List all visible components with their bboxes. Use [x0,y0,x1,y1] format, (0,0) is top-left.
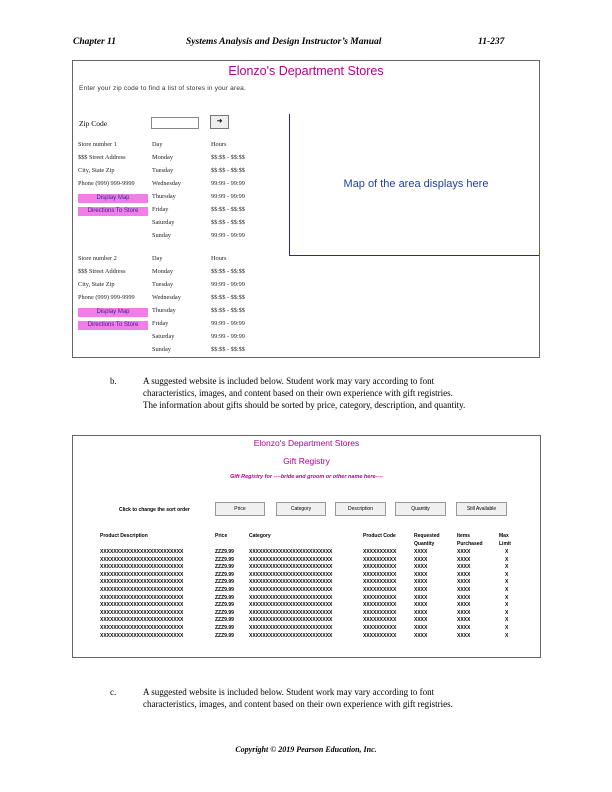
row-max-limit: X [505,625,509,631]
row-max-limit: X [505,571,509,578]
display-map-button[interactable]: Display Map [78,308,148,317]
zip-prompt: Enter your zip code to find a list of stores in your area. [79,85,246,92]
caption-b-line: A suggested website is included below. Student work may vary according to font [143,376,435,386]
day-name: Tuesday [152,281,174,288]
row-product-code: XXXXXXXXXX [363,617,397,624]
col-requested-quantity: Requested Quantity [414,533,440,547]
sort-quantity-button[interactable]: Quantity [395,502,446,516]
row-price: ZZZ9.99 [215,549,234,555]
store-address-line: City, State Zip [78,281,115,288]
row-category: XXXXXXXXXXXXXXXXXXXXXXXXX [249,564,333,571]
col-items-purchased: Items Purchased [457,533,483,547]
caption-c-marker: c. [110,687,117,697]
table-row [73,633,540,640]
day-name: Friday [152,320,169,327]
sort-description-button[interactable]: Description [335,502,386,516]
row-requested-quantity: XXXX [414,549,428,555]
row-max-limit: X [505,617,509,624]
store-address-line: $$$ Street Address [78,154,126,161]
row-category: XXXXXXXXXXXXXXXXXXXXXXXXX [249,549,333,555]
sort-label: Click to change the sort order [119,507,190,513]
row-product-description: XXXXXXXXXXXXXXXXXXXXXXXXX [100,609,184,616]
row-product-description: XXXXXXXXXXXXXXXXXXXXXXXXX [100,564,184,571]
row-category: XXXXXXXXXXXXXXXXXXXXXXXXX [249,594,333,601]
col-product-description: Product Description [100,533,148,539]
store-address-line: $$$ Street Address [78,268,126,275]
directions-button[interactable]: Directions To Store [78,321,148,330]
day-name: Wednesday [152,294,181,301]
row-product-code: XXXXXXXXXX [363,587,397,593]
sort-category-button[interactable]: Category [276,502,326,516]
row-product-code: XXXXXXXXXX [363,632,397,639]
day-name: Thursday [152,193,176,200]
day-name: Thursday [152,307,176,314]
row-product-description: XXXXXXXXXXXXXXXXXXXXXXXXX [100,587,184,593]
row-requested-quantity: XXXX [414,632,428,639]
store-phone: Phone (999) 999-9999 [78,294,135,301]
row-product-code: XXXXXXXXXX [363,579,397,586]
directions-button[interactable]: Directions To Store [78,207,148,216]
registry-subtitle: Gift Registry [283,456,330,466]
row-product-code: XXXXXXXXXX [363,564,397,571]
row-product-description: XXXXXXXXXXXXXXXXXXXXXXXXX [100,549,184,555]
registry-store-title: Elonzo's Department Stores [253,438,360,448]
store-phone: Phone (999) 999-9999 [78,180,135,187]
hours-value: $$:$$ - $$:$$ [211,307,245,314]
row-product-code: XXXXXXXXXX [363,609,397,616]
hours-header: Hours [211,255,227,262]
row-requested-quantity: XXXX [414,579,428,586]
row-price: ZZZ9.99 [215,587,234,593]
row-category: XXXXXXXXXXXXXXXXXXXXXXXXX [249,587,333,593]
hours-value: $$:$$ - $$:$$ [211,268,245,275]
table-row [73,602,540,609]
row-category: XXXXXXXXXXXXXXXXXXXXXXXXX [249,632,333,639]
display-map-button[interactable]: Display Map [78,194,148,203]
store-block-1 [78,141,278,249]
table-row [73,557,540,564]
row-product-code: XXXXXXXXXX [363,625,397,631]
go-arrow-icon: ➜ [216,118,223,125]
hours-value: $$:$$ - $$:$$ [211,154,245,161]
row-requested-quantity: XXXX [414,564,428,571]
row-items-purchased: XXXX [457,632,471,639]
store-block-2 [78,255,278,358]
row-product-description: XXXXXXXXXXXXXXXXXXXXXXXXX [100,625,184,631]
row-max-limit: X [505,609,509,616]
store-locator-mockup [72,60,540,358]
row-product-code: XXXXXXXXXX [363,556,397,563]
row-requested-quantity: XXXX [414,602,428,609]
row-max-limit: X [505,587,509,593]
row-product-code: XXXXXXXXXX [363,571,397,578]
row-requested-quantity: XXXX [414,625,428,631]
hours-value: 99:99 - 99:99 [211,281,245,288]
zip-code-input[interactable] [151,117,199,129]
row-price: ZZZ9.99 [215,556,234,563]
row-category: XXXXXXXXXXXXXXXXXXXXXXXXX [249,579,333,586]
zip-label: Zip Code [79,119,108,128]
row-items-purchased: XXXX [457,625,471,631]
hours-value: 99:99 - 99:99 [211,193,245,200]
row-product-code: XXXXXXXXXX [363,549,397,555]
hours-value: 99:99 - 99:99 [211,180,245,187]
hours-value: 99:99 - 99:99 [211,333,245,340]
caption-c-line: characteristics, images, and content based on their own experience with gift registries. [143,699,453,709]
hours-value: $$:$$ - $$:$$ [211,206,245,213]
col-product-code: Product Code [363,533,396,539]
caption-c-text [143,686,553,710]
row-requested-quantity: XXXX [414,609,428,616]
row-items-purchased: XXXX [457,587,471,593]
row-category: XXXXXXXXXXXXXXXXXXXXXXXXX [249,625,333,631]
row-requested-quantity: XXXX [414,587,428,593]
table-row [73,610,540,617]
manual-title: Systems Analysis and Design Instructor’s Manual [186,37,382,47]
row-price: ZZZ9.99 [215,625,234,631]
row-product-description: XXXXXXXXXXXXXXXXXXXXXXXXX [100,571,184,578]
row-max-limit: X [505,602,509,609]
row-max-limit: X [505,564,509,571]
row-items-purchased: XXXX [457,564,471,571]
store-name: Store number 1 [78,141,117,148]
row-price: ZZZ9.99 [215,617,234,624]
row-category: XXXXXXXXXXXXXXXXXXXXXXXXX [249,617,333,624]
row-price: ZZZ9.99 [215,571,234,578]
row-product-code: XXXXXXXXXX [363,602,397,609]
table-row [73,587,540,594]
chapter-label: Chapter 11 [73,37,117,47]
store-name: Store number 2 [78,255,117,262]
row-items-purchased: XXXX [457,556,471,563]
day-name: Friday [152,206,169,213]
day-name: Sunday [152,232,171,239]
row-product-description: XXXXXXXXXXXXXXXXXXXXXXXXX [100,602,184,609]
caption-b-marker: b. [110,376,117,386]
row-requested-quantity: XXXX [414,571,428,578]
row-price: ZZZ9.99 [215,602,234,609]
row-requested-quantity: XXXX [414,617,428,624]
col-category: Category [249,533,271,539]
hours-value: 99:99 - 99:99 [211,320,245,327]
row-max-limit: X [505,579,509,586]
row-items-purchased: XXXX [457,571,471,578]
row-items-purchased: XXXX [457,609,471,616]
row-requested-quantity: XXXX [414,556,428,563]
row-product-code: XXXXXXXXXX [363,594,397,601]
hours-value: $$:$$ - $$:$$ [211,219,245,226]
day-name: Monday [152,154,173,161]
caption-c-line: A suggested website is included below. Student work may vary according to font [143,687,435,697]
hours-value: 99:99 - 99:99 [211,232,245,239]
caption-b-text [143,375,553,411]
row-category: XXXXXXXXXXXXXXXXXXXXXXXXX [249,571,333,578]
zip-go-button[interactable] [210,115,229,129]
row-requested-quantity: XXXX [414,594,428,601]
row-category: XXXXXXXXXXXXXXXXXXXXXXXXX [249,556,333,563]
row-price: ZZZ9.99 [215,632,234,639]
registry-owner-line: Gift Registry for ----bride and groom or other name here---- [230,474,383,480]
table-row [73,579,540,586]
sort-price-button[interactable]: Price [215,502,265,516]
copyright-footer: Copyright © 2019 Pearson Education, Inc. [235,745,377,754]
day-header: Day [152,255,163,262]
table-row [73,595,540,602]
row-price: ZZZ9.99 [215,579,234,586]
caption-b-line: The information about gifts should be sorted by price, category, description, and quantity. [143,400,466,410]
store-address-line: City, State Zip [78,167,115,174]
row-product-description: XXXXXXXXXXXXXXXXXXXXXXXXX [100,594,184,601]
row-items-purchased: XXXX [457,549,471,555]
row-max-limit: X [505,556,509,563]
store-locator-title: Elonzo's Department Stores [228,64,384,78]
row-max-limit: X [505,632,509,639]
row-product-description: XXXXXXXXXXXXXXXXXXXXXXXXX [100,579,184,586]
gift-registry-mockup [72,435,541,658]
day-name: Saturday [152,333,175,340]
row-price: ZZZ9.99 [215,594,234,601]
hours-value: $$:$$ - $$:$$ [211,346,245,353]
sort-still-available-button[interactable]: Still Available [456,502,507,516]
row-category: XXXXXXXXXXXXXXXXXXXXXXXXX [249,609,333,616]
row-product-description: XXXXXXXXXXXXXXXXXXXXXXXXX [100,632,184,639]
table-row [73,564,540,571]
day-name: Sunday [152,346,171,353]
caption-b-line: characteristics, images, and content based on their own experience with gift registries. [143,388,453,398]
table-row [73,625,540,632]
map-area[interactable] [289,114,540,256]
hours-value: $$:$$ - $$:$$ [211,294,245,301]
row-category: XXXXXXXXXXXXXXXXXXXXXXXXX [249,602,333,609]
row-max-limit: X [505,594,509,601]
table-row [73,549,540,556]
table-row [73,617,540,624]
day-header: Day [152,141,163,148]
row-product-description: XXXXXXXXXXXXXXXXXXXXXXXXX [100,556,184,563]
row-max-limit: X [505,549,509,555]
row-items-purchased: XXXX [457,579,471,586]
day-name: Monday [152,268,173,275]
day-name: Saturday [152,219,175,226]
row-product-description: XXXXXXXXXXXXXXXXXXXXXXXXX [100,617,184,624]
row-price: ZZZ9.99 [215,609,234,616]
table-row [73,572,540,579]
map-placeholder-text: Map of the area displays here [343,178,489,190]
day-name: Wednesday [152,180,181,187]
row-items-purchased: XXXX [457,617,471,624]
page-number: 11-237 [478,37,505,47]
day-name: Tuesday [152,167,174,174]
col-max-limit: Max Limit [499,533,511,547]
col-price: Price [215,533,228,539]
hours-header: Hours [211,141,227,148]
hours-value: $$:$$ - $$:$$ [211,167,245,174]
row-items-purchased: XXXX [457,602,471,609]
row-items-purchased: XXXX [457,594,471,601]
row-price: ZZZ9.99 [215,564,234,571]
